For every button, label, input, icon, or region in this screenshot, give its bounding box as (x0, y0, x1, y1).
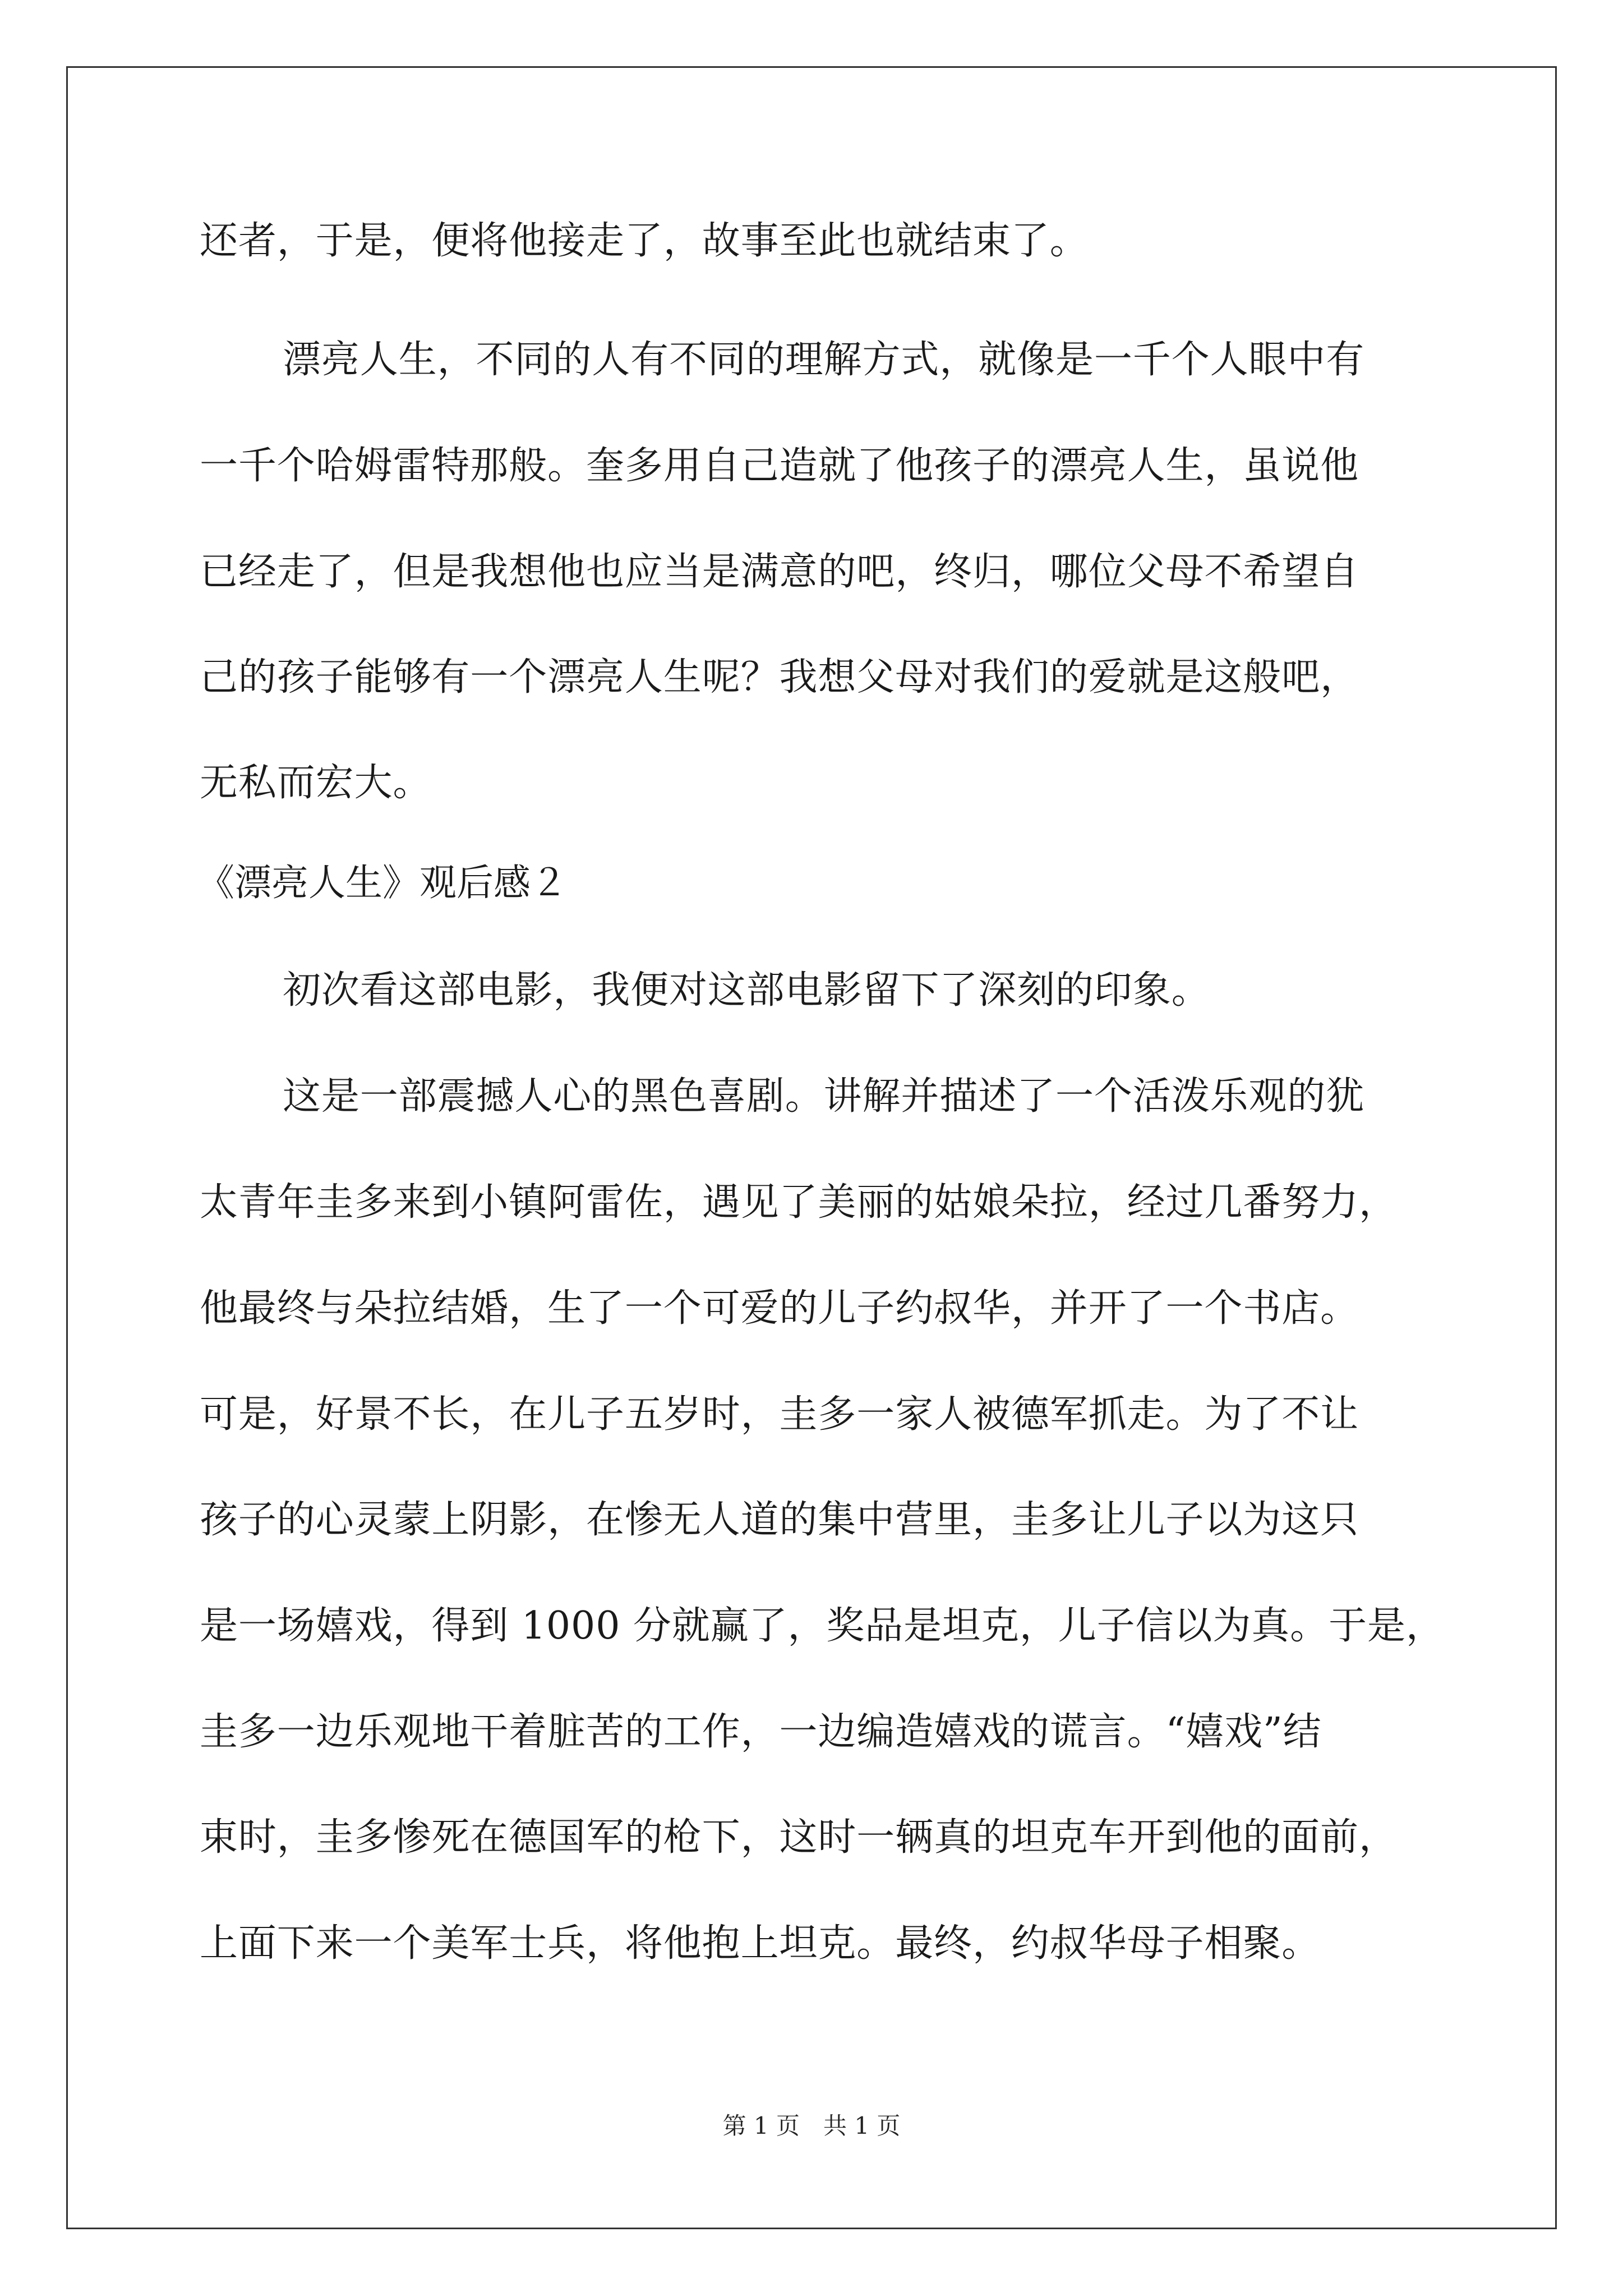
paragraph-4-line-7: 圭多一边乐观地干着脏苦的工作，一边编造嬉戏的谎言。“嬉戏”结 (200, 1710, 1322, 1754)
paragraph-2-line-2: 一千个哈姆雷特那般。奎多用自己造就了他孩子的漂亮人生，虽说他 (200, 444, 1359, 488)
section-heading: 《漂亮人生》观后感２ (197, 861, 568, 904)
paragraph-4-line-6: 是一场嬉戏，得到 1000 分就赢了，奖品是坦克，儿子信以为真。于是， (200, 1604, 1445, 1648)
paragraph-4-line-4: 可是，好景不长，在儿子五岁时，圭多一家人被德军抓走。为了不让 (200, 1392, 1359, 1437)
paragraph-2-line-3: 已经走了，但是我想他也应当是满意的吧，终归，哪位父母不希望自 (200, 550, 1359, 594)
paragraph-2-line-1: 漂亮人生，不同的人有不同的理解方式，就像是一千个人眼中有 (283, 338, 1365, 382)
paragraph-1-line-1: 还者，于是，便将他接走了，故事至此也就结束了。 (200, 219, 1089, 263)
page-border (66, 66, 1557, 2229)
page-footer: 第 1 页 共 1 页 (722, 2112, 901, 2139)
paragraph-3-line-1: 初次看这部电影，我便对这部电影留下了深刻的印象。 (283, 968, 1210, 1013)
paragraph-4-line-9: 上面下来一个美军士兵，将他抱上坦克。最终，约叔华母子相聚。 (200, 1921, 1321, 1966)
paragraph-4-line-8: 束时，圭多惨死在德国军的枪下，这时一辆真的坦克车开到他的面前， (200, 1815, 1398, 1860)
paragraph-4-line-1: 这是一部震撼人心的黑色喜剧。讲解并描述了一个活泼乐观的犹 (283, 1074, 1365, 1119)
paragraph-2-line-4: 己的孩子能够有一个漂亮人生呢？我想父母对我们的爱就是这般吧， (200, 655, 1359, 700)
paragraph-4-line-5: 孩子的心灵蒙上阴影，在惨无人道的集中营里，圭多让儿子以为这只 (200, 1498, 1359, 1542)
paragraph-4-line-2: 太青年圭多来到小镇阿雷佐，遇见了美丽的姑娘朵拉，经过几番努力， (200, 1180, 1398, 1225)
paragraph-4-line-3: 他最终与朵拉结婚，生了一个可爱的儿子约叔华，并开了一个书店。 (200, 1286, 1359, 1331)
paragraph-2-line-5: 无私而宏大。 (200, 761, 432, 805)
